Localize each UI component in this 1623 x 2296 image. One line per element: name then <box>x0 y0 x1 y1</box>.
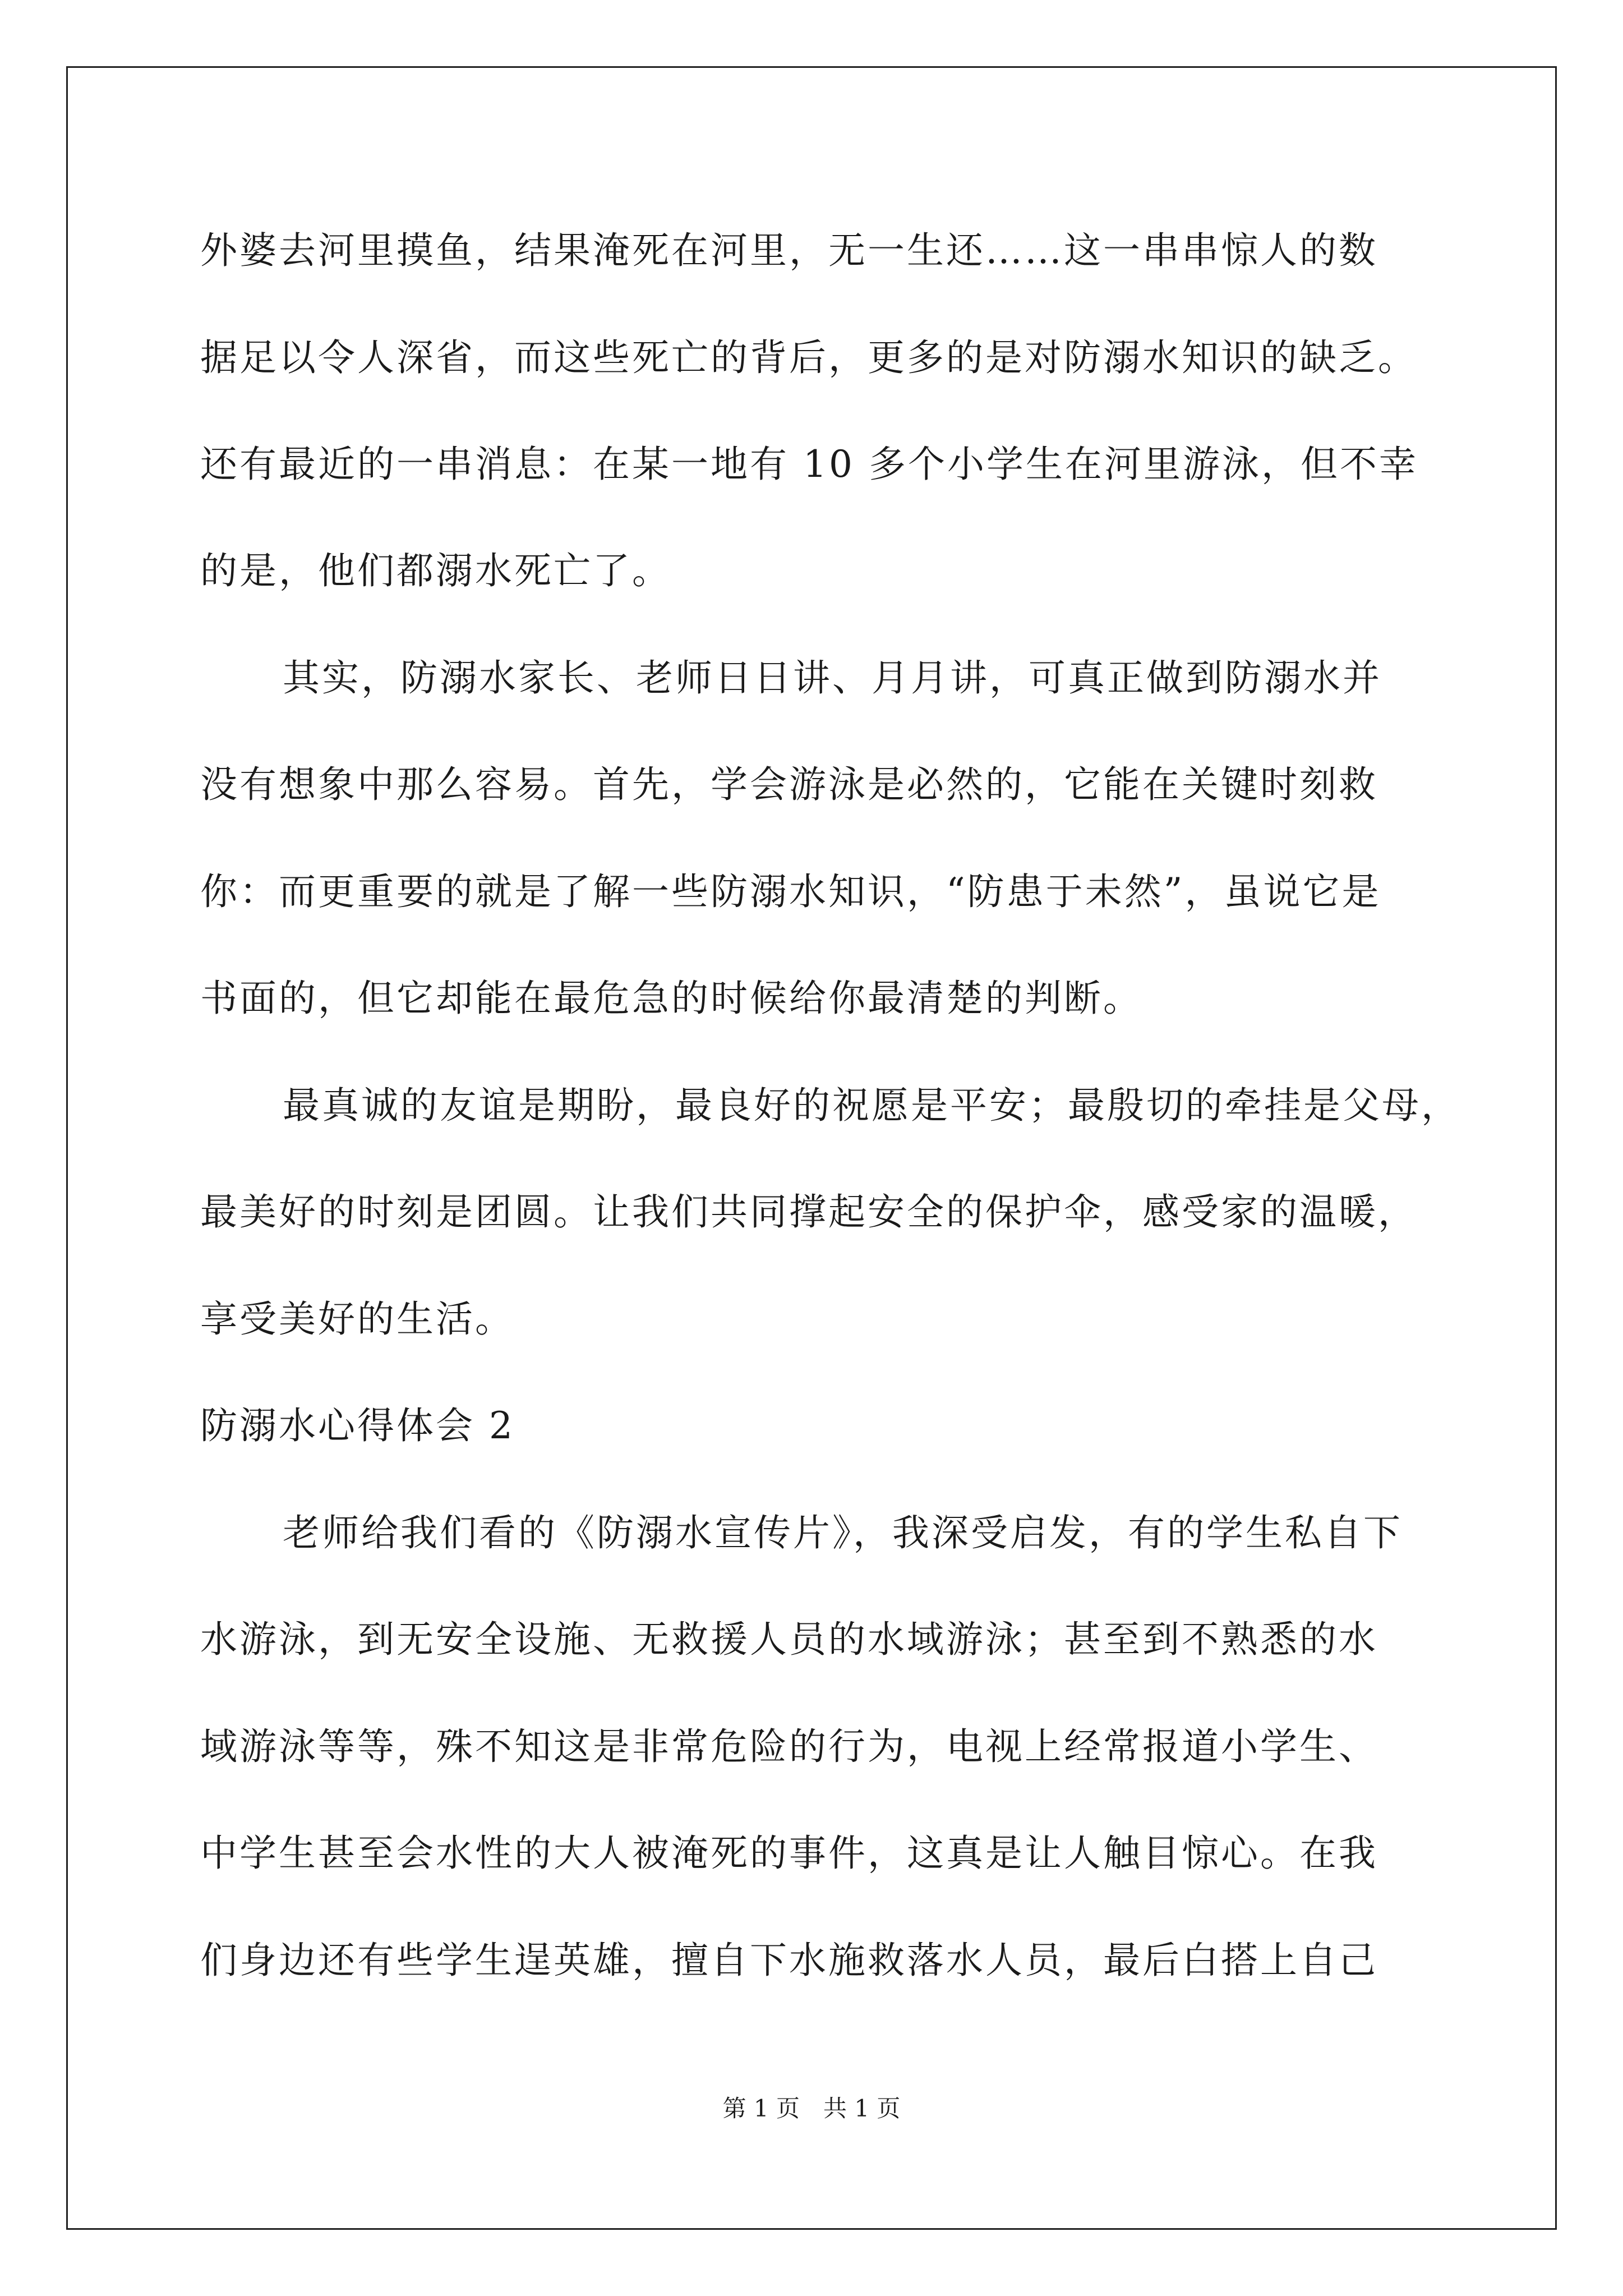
page-border <box>66 66 1557 2230</box>
text-line: 们身边还有些学生逞英雄，擅自下水施救落水人员，最后白搭上自己 <box>200 1939 1378 1982</box>
text-line: 中学生甚至会水性的大人被淹死的事件，这真是让人触目惊心。在我 <box>200 1832 1378 1875</box>
text-line: 书面的，但它却能在最危急的时候给你最清楚的判断。 <box>200 977 1142 1020</box>
text-line: 外婆去河里摸鱼，结果淹死在河里，无一生还……这一串串惊人的数 <box>200 229 1378 272</box>
text-line: 水游泳，到无安全设施、无救援人员的水域游泳；甚至到不熟悉的水 <box>200 1618 1378 1661</box>
text-line: 域游泳等等，殊不知这是非常危险的行为，电视上经常报道小学生、 <box>200 1725 1378 1768</box>
text-line: 你：而更重要的就是了解一些防溺水知识，“防患于未然”，虽说它是 <box>200 870 1381 913</box>
text-line: 享受美好的生活。 <box>200 1297 514 1341</box>
text-line: 最真诚的友谊是期盼，最良好的祝愿是平安；最殷切的牵挂是父母， <box>283 1084 1460 1127</box>
text-line: 没有想象中那么容易。首先，学会游泳是必然的，它能在关键时刻救 <box>200 763 1378 806</box>
section-heading: 防溺水心得体会 2 <box>200 1404 515 1447</box>
page-footer: 第 1 页 共 1 页 <box>722 2095 901 2122</box>
text-line: 其实，防溺水家长、老师日日讲、月月讲，可真正做到防溺水并 <box>283 656 1382 700</box>
text-line: 老师给我们看的《防溺水宣传片》，我深受启发，有的学生私自下 <box>283 1511 1403 1554</box>
text-line: 还有最近的一串消息：在某一地有 10 多个小学生在河里游泳，但不幸 <box>200 443 1418 486</box>
text-line: 最美好的时刻是团圆。让我们共同撑起安全的保护伞，感受家的温暖， <box>200 1190 1417 1234</box>
text-line: 的是，他们都溺水死亡了。 <box>200 549 671 592</box>
text-line: 据足以令人深省，而这些死亡的背后，更多的是对防溺水知识的缺乏。 <box>200 336 1417 379</box>
